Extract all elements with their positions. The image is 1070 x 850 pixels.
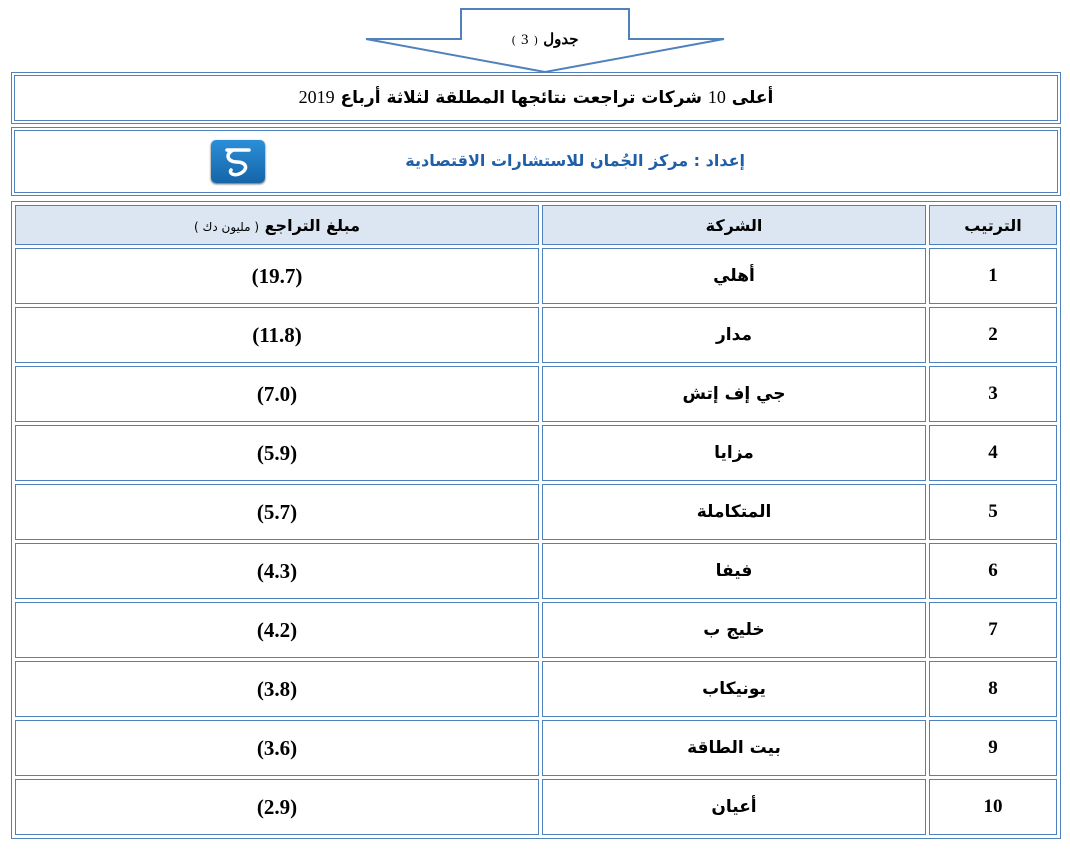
amount-cell: (3.8) xyxy=(15,661,539,717)
rank-cell: 7 xyxy=(929,602,1057,658)
amount-cell: (5.7) xyxy=(15,484,539,540)
company-cell: أعيان xyxy=(542,779,926,835)
table-label-arrow xyxy=(364,8,726,74)
rank-cell: 3 xyxy=(929,366,1057,422)
table-row xyxy=(15,720,1057,776)
page-title: أعلى 10 شركات تراجعت نتائجها المطلقة لثلاثة أرباع 2019 xyxy=(298,87,774,108)
results-table xyxy=(11,201,1061,839)
table-row xyxy=(15,661,1057,717)
table-label-text: جدول xyxy=(543,30,579,48)
table-row xyxy=(15,484,1057,540)
amount-cell: (3.6) xyxy=(15,720,539,776)
column-header-amount: مبلغ التراجع ( مليون دك ) xyxy=(15,205,539,245)
table-number: 3 xyxy=(520,32,529,48)
table-header-row xyxy=(15,205,1057,245)
table-row xyxy=(15,543,1057,599)
company-cell: فيفا xyxy=(542,543,926,599)
amount-cell: (5.9) xyxy=(15,425,539,481)
company-cell: مدار xyxy=(542,307,926,363)
title-box xyxy=(14,75,1058,121)
prepared-by-box xyxy=(14,130,1058,193)
table-row xyxy=(15,425,1057,481)
rank-cell: 4 xyxy=(929,425,1057,481)
company-cell: المتكاملة xyxy=(542,484,926,540)
rank-cell: 5 xyxy=(929,484,1057,540)
company-cell: يونيكاب xyxy=(542,661,926,717)
rank-cell: 8 xyxy=(929,661,1057,717)
company-cell: بيت الطاقة xyxy=(542,720,926,776)
rank-cell: 9 xyxy=(929,720,1057,776)
company-cell: مزايا xyxy=(542,425,926,481)
rank-cell: 6 xyxy=(929,543,1057,599)
rank-cell: 2 xyxy=(929,307,1057,363)
table-row xyxy=(15,248,1057,304)
table-label: جدول ( 3 ) xyxy=(511,30,579,48)
company-cell: خليج ب xyxy=(542,602,926,658)
column-header-company: الشركة xyxy=(542,205,926,245)
prepared-by-text: إعداد : مركز الجُمان للاستشارات الاقتصادية xyxy=(405,151,745,170)
table-row xyxy=(15,307,1057,363)
company-cell: جي إف إتش xyxy=(542,366,926,422)
amount-cell: (11.8) xyxy=(15,307,539,363)
amount-cell: (2.9) xyxy=(15,779,539,835)
amount-cell: (4.3) xyxy=(15,543,539,599)
amount-cell: (7.0) xyxy=(15,366,539,422)
column-header-rank: الترتيب xyxy=(929,205,1057,245)
amount-cell: (19.7) xyxy=(15,248,539,304)
al-juman-logo-icon xyxy=(211,140,265,183)
table-row xyxy=(15,366,1057,422)
rank-cell: 10 xyxy=(929,779,1057,835)
table-row xyxy=(15,602,1057,658)
company-cell: أهلي xyxy=(542,248,926,304)
rank-cell: 1 xyxy=(929,248,1057,304)
table-row xyxy=(15,779,1057,835)
amount-cell: (4.2) xyxy=(15,602,539,658)
